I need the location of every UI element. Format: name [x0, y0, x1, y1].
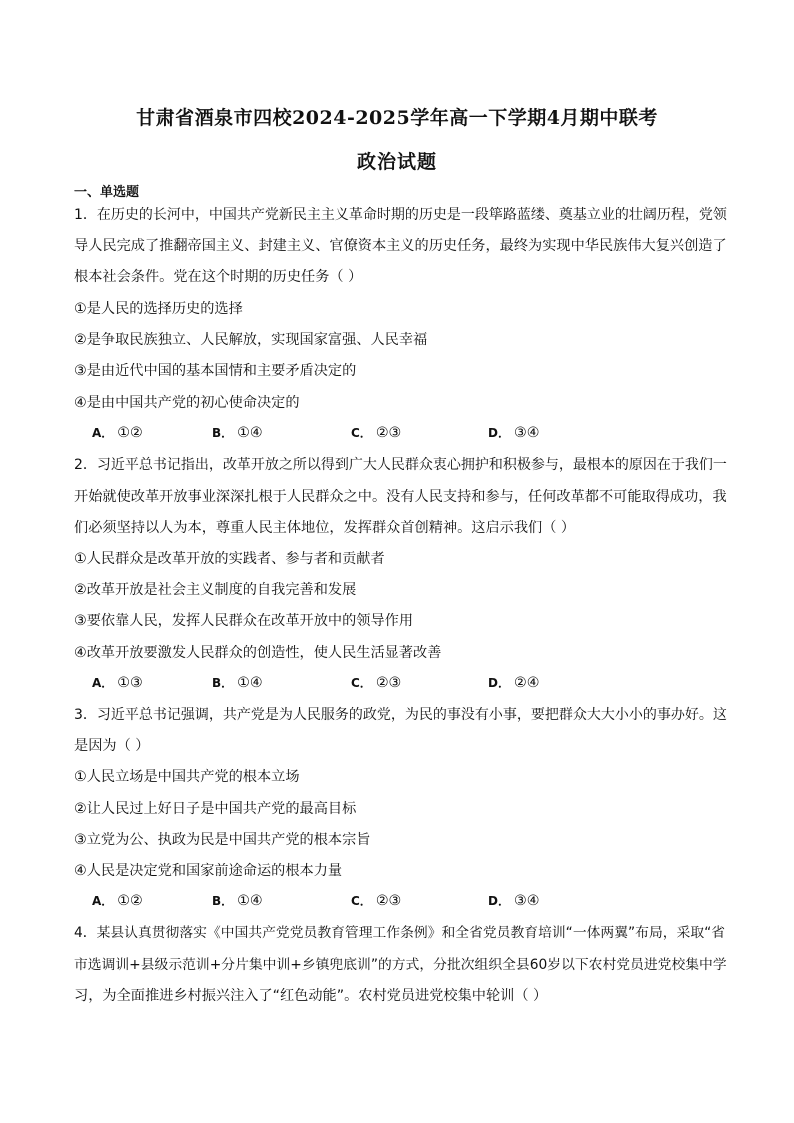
question-2-stem-line: 们必须坚持以人为本，尊重人民主体地位，发挥群众首创精神。这启示我们（ ） — [74, 520, 576, 536]
question-4-stem-line: 习，为全面推进乡村振兴注入了“红色动能”。农村党员进党校集中轮训（ ） — [74, 988, 548, 1004]
option-b[interactable]: B． ①④ — [212, 893, 263, 909]
question-2-item: ①人民群众是改革开放的实践者、参与者和贡献者 — [74, 551, 385, 567]
option-a[interactable]: A． ①③ — [92, 675, 143, 691]
question-1-stem-line: 根本社会条件。党在这个时期的历史任务（ ） — [74, 269, 363, 285]
question-2-item: ④改革开放要激发人民群众的创造性，使人民生活显著改善 — [74, 645, 442, 661]
option-a[interactable]: A． ①② — [92, 425, 143, 441]
question-4-stem-line: 市选调训+县级示范训+分片集中训+乡镇兜底训”的方式，分批次组织全县60岁以下农村党员进党校集中学 — [74, 957, 727, 973]
question-2-item: ③要依靠人民，发挥人民群众在改革开放中的领导作用 — [74, 613, 414, 629]
option-c[interactable]: C． ②③ — [351, 425, 402, 441]
question-1-stem-line: 导人民完成了推翻帝国主义、封建主义、官僚资本主义的历史任务，最终为实现中华民族伟大复兴创造了 — [74, 238, 727, 254]
question-1-item: ②是争取民族独立、人民解放，实现国家富强、人民幸福 — [74, 332, 428, 348]
question-3-item: ③立党为公、执政为民是中国共产党的根本宗旨 — [74, 832, 371, 848]
question-2-options — [92, 674, 692, 694]
question-1-stem-line: 1．在历史的长河中，中国共产党新民主主义革命时期的历史是一段筚路蓝缕、奠基立业的壮阔历程，党领 — [74, 207, 727, 223]
option-d[interactable]: D． ③④ — [488, 893, 540, 909]
question-2-item: ②改革开放是社会主义制度的自我完善和发展 — [74, 582, 357, 598]
question-3-item: ①人民立场是中国共产党的根本立场 — [74, 769, 300, 785]
question-1-options — [92, 424, 692, 444]
option-c[interactable]: C． ②③ — [351, 893, 402, 909]
question-2-stem-line: 开始就使改革开放事业深深扎根于人民群众之中。没有人民支持和参与，任何改革都不可能取得成功，我 — [74, 489, 727, 505]
option-b[interactable]: B． ①④ — [212, 425, 263, 441]
question-3-stem-line: 是因为（ ） — [74, 738, 150, 754]
option-a[interactable]: A． ①② — [92, 893, 143, 909]
question-1-item: ④是由中国共产党的初心使命决定的 — [74, 395, 300, 411]
question-2-stem-line: 2．习近平总书记指出，改革开放之所以得到广大人民群众衷心拥护和积极参与，最根本的原因在于我们一 — [74, 457, 727, 473]
question-3-options — [92, 892, 692, 912]
option-c[interactable]: C． ②③ — [351, 675, 402, 691]
option-d[interactable]: D． ②④ — [488, 675, 540, 691]
question-1-item: ③是由近代中国的基本国情和主要矛盾决定的 — [74, 363, 357, 379]
option-d[interactable]: D． ③④ — [488, 425, 540, 441]
question-3-item: ②让人民过上好日子是中国共产党的最高目标 — [74, 801, 357, 817]
question-4-stem-line: 4．某县认真贯彻落实《中国共产党党员教育管理工作条例》和全省党员教育培训“一体两翼”布局，采取“省 — [74, 925, 726, 941]
page-subtitle: 政治试题 — [356, 151, 437, 173]
section-heading: 一、单选题 — [74, 185, 140, 200]
question-3-item: ④人民是决定党和国家前途命运的根本力量 — [74, 863, 343, 879]
question-1-item: ①是人民的选择历史的选择 — [74, 301, 243, 317]
page-title: 甘肃省酒泉市四校2024-2025学年高一下学期4月期中联考 — [136, 107, 658, 129]
option-b[interactable]: B． ①④ — [212, 675, 263, 691]
question-3-stem-line: 3．习近平总书记强调，共产党是为人民服务的政党，为民的事没有小事，要把群众大大小小的事办好。这 — [74, 707, 727, 723]
